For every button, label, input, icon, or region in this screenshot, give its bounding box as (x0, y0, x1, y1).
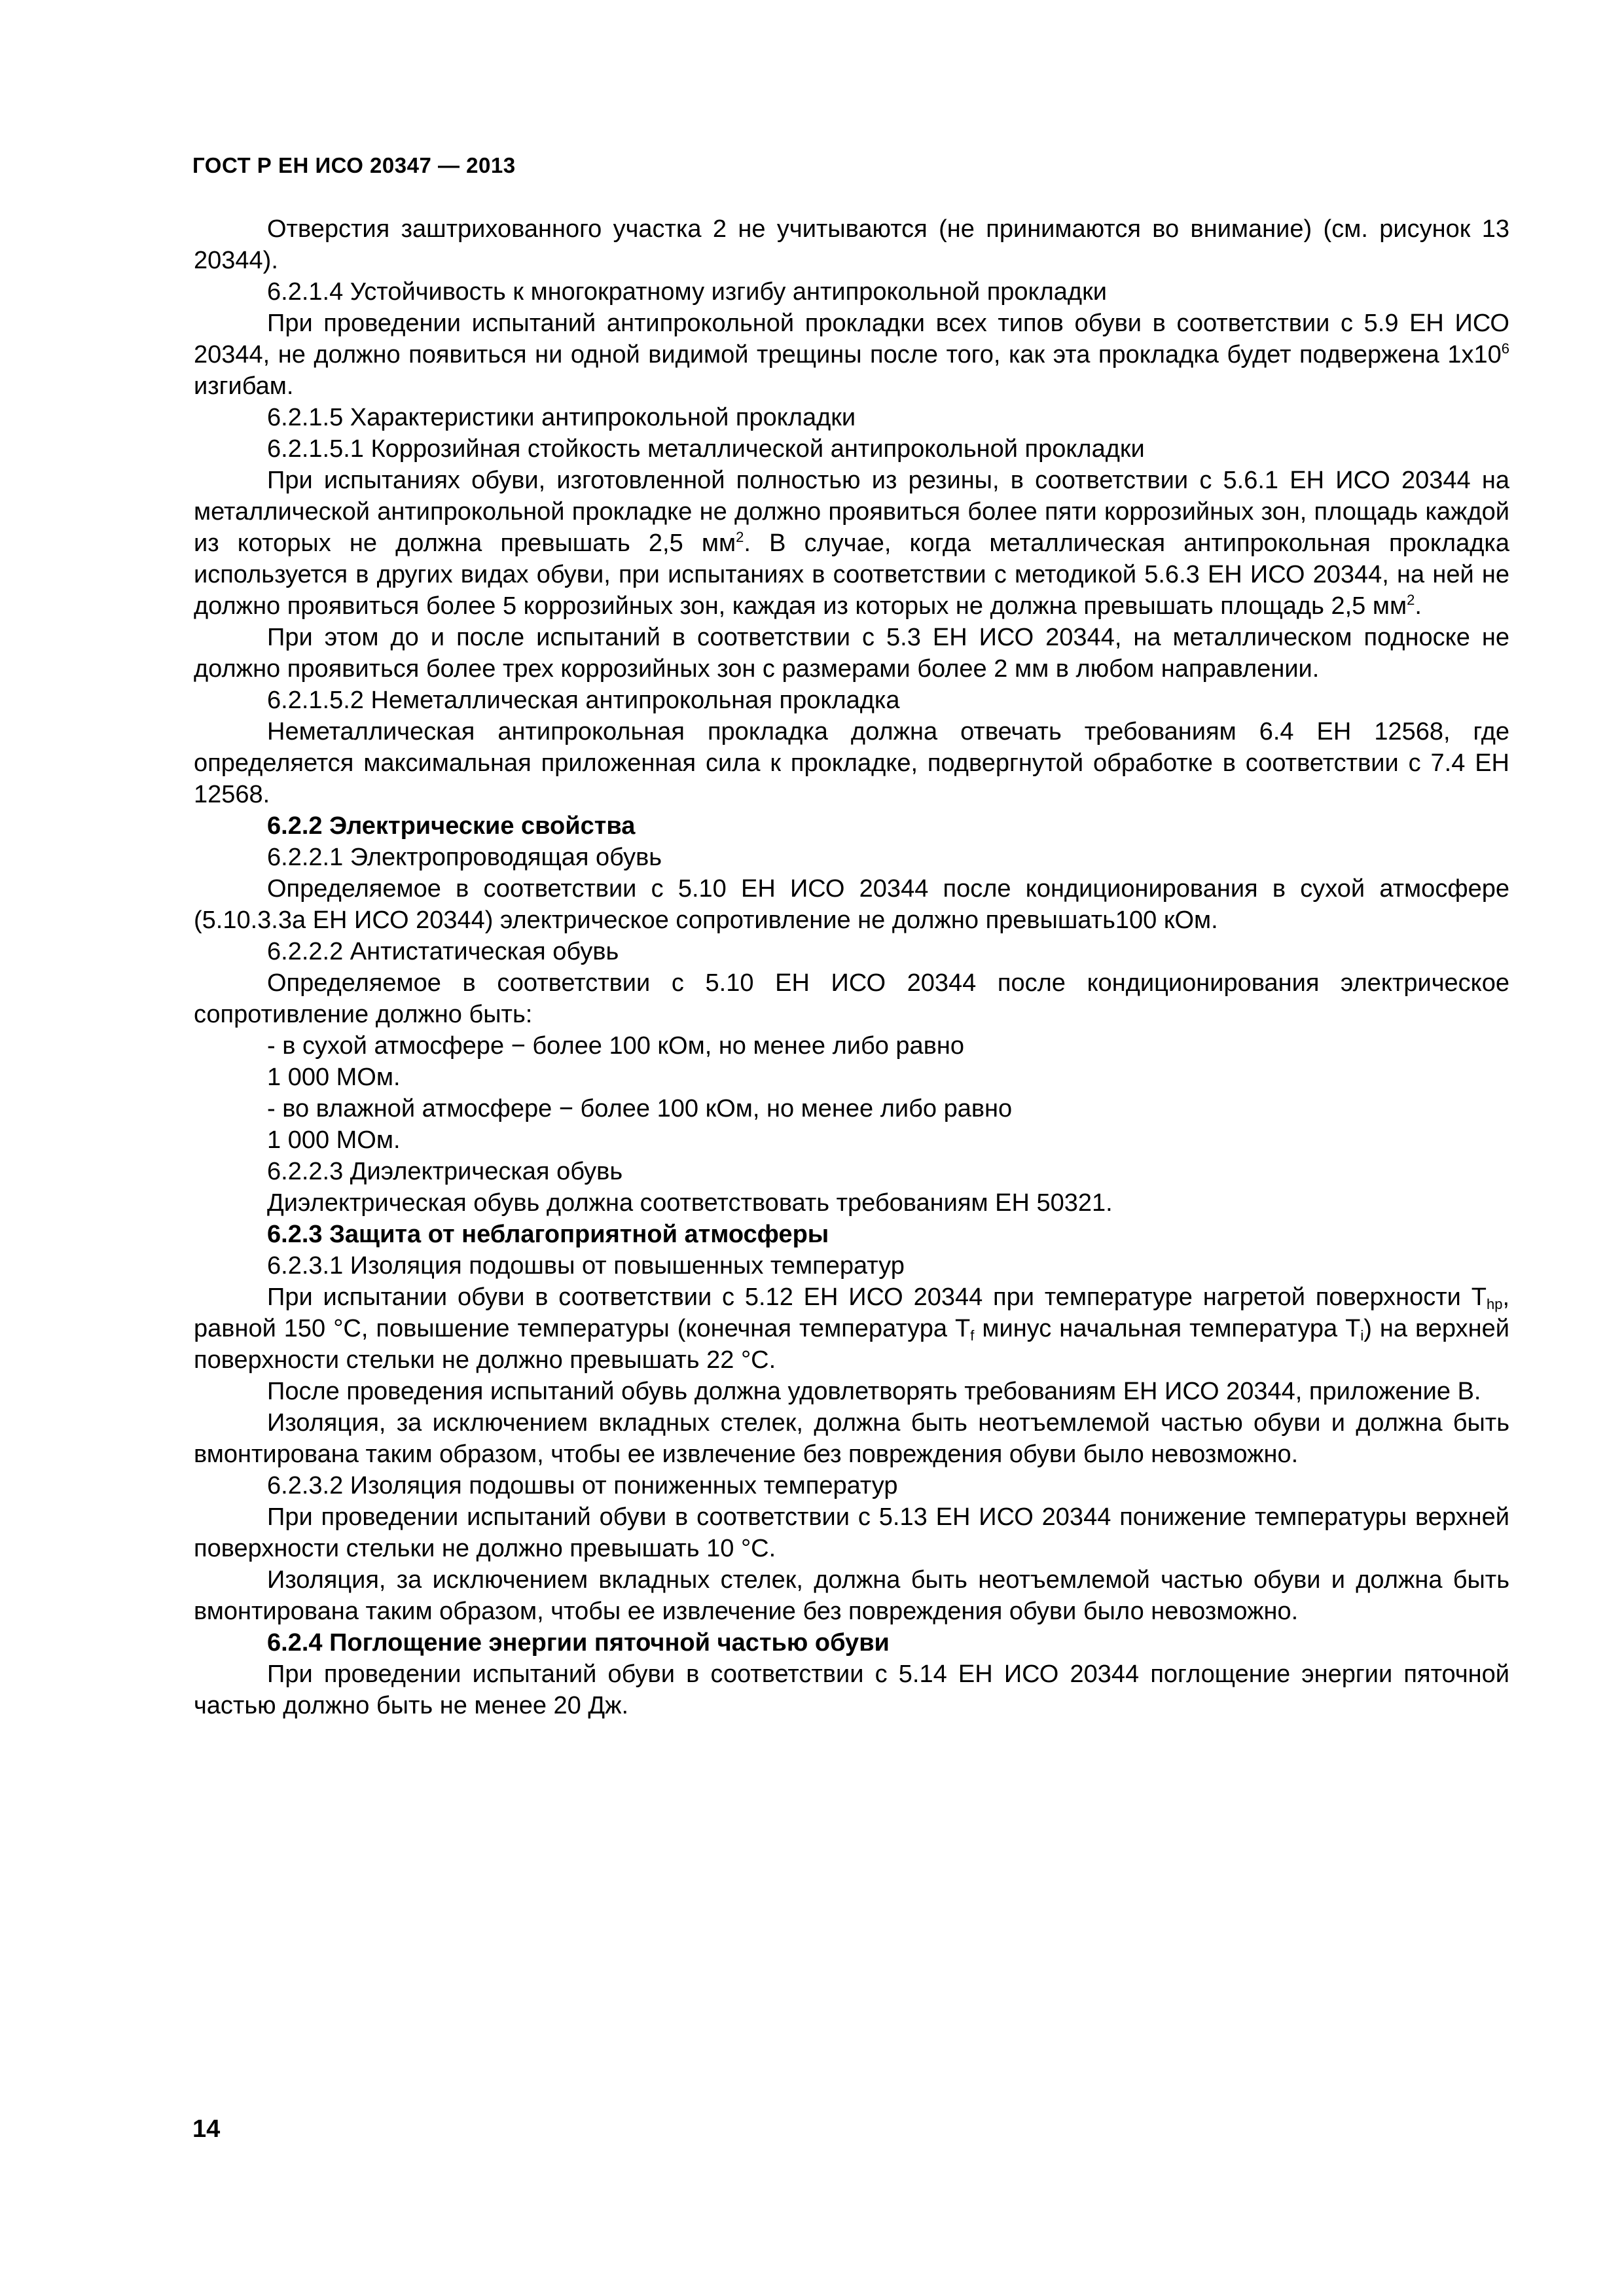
section-heading: 6.2.2 Электрические свойства (267, 812, 636, 840)
paragraph (194, 465, 1509, 622)
section-title: 6.2.3.2 Изоляция подошвы от пониженных температур (267, 1472, 898, 1499)
paragraph: Отверстия заштрихованного участка 2 не учитываются (не принимаются во внимание) (см. рисунок 13 20344). (194, 215, 1509, 274)
text: ) на верхней поверхности стельки не должно превышать 22 °C. (194, 1315, 1509, 1374)
document-header: ГОСТ Р ЕН ИСО 20347 — 2013 (192, 153, 516, 177)
paragraph (194, 1282, 1509, 1376)
section-title: 6.2.2.1 Электропроводящая обувь (267, 844, 662, 871)
subscript: hp (1486, 1296, 1503, 1312)
text: , равной 150 °C, повышение температуры (конечная температура T (194, 1283, 1509, 1342)
list-item: - во влажной атмосфере − более 100 кОм, но менее либо равно (267, 1095, 1013, 1122)
text: При испытаниях обуви, изготовленной полностью из резины, в соответствии с 5.6.1 ЕН ИСО 20344 на металлической антипрокольной прокладке не должно проявиться более пяти коррозийных зон, площадь каждой из которых не должна превышать 2,5 мм (194, 467, 1509, 557)
section-title: 6.2.2.3 Диэлектрическая обувь (267, 1158, 623, 1185)
paragraph: Изоляция, за исключением вкладных стелек, должна быть неотъемлемой частью обуви и должна быть вмонтирована таким образом, чтобы ее извлечение без повреждения обуви было невозможно. (194, 1566, 1509, 1625)
paragraph: Изоляция, за исключением вкладных стелек, должна быть неотъемлемой частью обуви и должна быть вмонтирована таким образом, чтобы ее извлечение без повреждения обуви было невозможно. (194, 1409, 1509, 1468)
paragraph: После проведения испытаний обувь должна удовлетворять требованиям ЕН ИСО 20344, приложение В. (267, 1378, 1481, 1405)
list-item: - в сухой атмосфере − более 100 кОм, но менее либо равно (267, 1032, 965, 1060)
paragraph: Диэлектрическая обувь должна соответствовать требованиям ЕН 50321. (267, 1189, 1113, 1217)
text: . (1415, 592, 1422, 620)
text: При испытании обуви в соответствии с 5.12 ЕН ИСО 20344 при температуре нагретой поверхности T (267, 1283, 1487, 1311)
subscript: f (970, 1327, 975, 1344)
superscript: 2 (1407, 592, 1415, 608)
paragraph: При проведении испытаний обуви в соответствии с 5.14 ЕН ИСО 20344 поглощение энергии пяточной частью должно быть не менее 20 Дж. (194, 1660, 1509, 1719)
paragraph: При этом до и после испытаний в соответствии с 5.3 ЕН ИСО 20344, на металлическом подноске не должно проявиться более трех коррозийных зон с размерами более 2 мм в любом направлении. (194, 624, 1509, 683)
paragraph (194, 308, 1509, 402)
subscript: i (1360, 1327, 1364, 1344)
document-body (194, 213, 1509, 1721)
paragraph: При проведении испытаний обуви в соответствии с 5.13 ЕН ИСО 20344 понижение температуры верхней поверхности стельки не должно превышать 10 °C. (194, 1503, 1509, 1562)
text: минус начальная температура T (974, 1315, 1361, 1342)
list-item: 1 000 МОм. (267, 1126, 401, 1154)
list-item: 1 000 МОм. (267, 1064, 401, 1091)
section-title: 6.2.2.2 Антистатическая обувь (267, 938, 619, 965)
text: . В случае, когда металлическая антипрокольная прокладка используется в других видах обуви, при испытаниях в соответствии с методикой 5.6.3 ЕН ИСО 20344, на ней не должно проявиться более 5 коррозийных зон, каждая из которых не должна превышать площадь 2,5 мм (194, 529, 1509, 620)
section-title: 6.2.3.1 Изоляция подошвы от повышенных температур (267, 1252, 905, 1280)
superscript: 6 (1501, 340, 1509, 357)
section-title: 6.2.1.4 Устойчивость к многократному изгибу антипрокольной прокладки (267, 278, 1107, 306)
section-heading: 6.2.4 Поглощение энергии пяточной частью обуви (267, 1629, 890, 1657)
section-title: 6.2.1.5.1 Коррозийная стойкость металлической антипрокольной прокладки (267, 435, 1145, 463)
section-title: 6.2.1.5.2 Неметаллическая антипрокольная прокладка (267, 687, 900, 714)
section-title: 6.2.1.5 Характеристики антипрокольной прокладки (267, 404, 856, 431)
section-heading: 6.2.3 Защита от неблагоприятной атмосферы (267, 1221, 829, 1248)
paragraph: Определяемое в соответствии с 5.10 ЕН ИСО 20344 после кондиционирования электрическое сопротивление должно быть: (194, 969, 1509, 1028)
superscript: 2 (736, 529, 744, 545)
paragraph: Неметаллическая антипрокольная прокладка должна отвечать требованиям 6.4 ЕН 12568, где определяется максимальная приложенная сила к прокладке, подвергнутой обработке в соответствии с 7.4 ЕН 12568. (194, 718, 1509, 808)
text: изгибам. (194, 372, 294, 400)
paragraph: Определяемое в соответствии с 5.10 ЕН ИСО 20344 после кондиционирования в сухой атмосфере (5.10.3.3а ЕН ИСО 20344) электрическое сопротивление не должно превышать100 кОм. (194, 875, 1509, 934)
text: При проведении испытаний антипрокольной прокладки всех типов обуви в соответствии с 5.9 ЕН ИСО 20344, не должно появиться ни одной видимой трещины после того, как эта прокладка будет подвержена 1х10 (194, 310, 1509, 368)
page-number: 14 (192, 2115, 221, 2143)
